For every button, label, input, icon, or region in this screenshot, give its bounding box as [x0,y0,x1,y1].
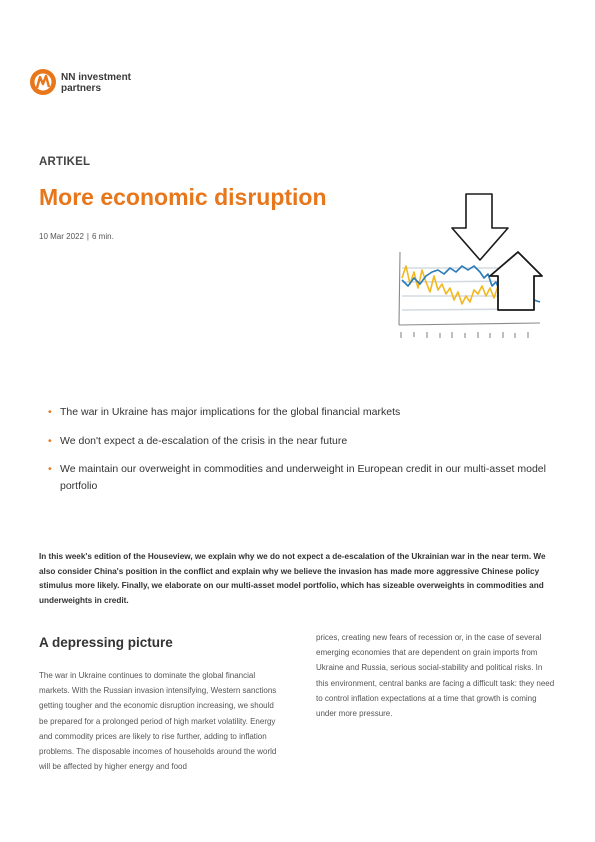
key-point [48,433,548,450]
up-arrow-icon [490,252,542,310]
logo-line-2: partners [61,83,102,94]
bullet-dot-icon: • [48,463,52,475]
article-meta [39,232,114,241]
bullet-dot-icon: • [48,406,52,418]
bullet-dot-icon: • [48,434,52,447]
logo-line-1: NN investment [61,72,132,83]
key-point [48,404,548,421]
intro-paragraph: In this week's edition of the Houseview, we explain why we do not expect a de-escalation of the Ukrainian war in the near term. We also consider China's position in the conflict and explain why we believe the invasion has made more aggressive Chinese policy stimulus more likely. Finally, we elaborate on our multi-asset model portfolio, which has sizeable overweights in commodities and underweights in credit. [39,552,546,606]
key-point-text: The war in Ukraine has major implications for the global financial markets [60,406,401,418]
body-column-left: The war in Ukraine continues to dominate the global financial markets. With the Russian invasion intensifying, Western sanctions getting tougher and the economic disruption increasing, we should be prepared for a prolonged period of high market volatility. Energy and commodity prices are likely to rise further, adding to inflation problems. The disposable incomes of households around the world will be affected by higher energy and food [39,671,277,772]
body-column-right: prices, creating new fears of recession or, in the case of several emerging economies that are dependent on grain imports from Ukraine and Russia, serious social-stability and political risks. In this environment, central banks are facing a difficult task: they need to control inflation expectations at a time that growth is coming under more pressure. [316,633,555,719]
key-points-list [48,404,548,506]
meta-separator: | [86,232,89,241]
article-read-time: 6 min. [92,232,114,241]
nn-logo[interactable] [29,68,139,98]
section-heading: A depressing picture [39,635,173,650]
logo-wordmark [61,72,131,94]
key-point-text: We don't expect a de-escalation of the crisis in the near future [60,434,348,447]
article-date: 10 Mar 2022 [39,232,84,241]
nn-lion-icon [29,68,57,96]
key-point [48,461,548,494]
down-arrow-icon [452,194,508,260]
article-title: More economic disruption [39,184,327,210]
article-kicker: ARTIKEL [39,156,91,168]
market-chart-illustration [394,192,544,344]
key-point-text: We maintain our overweight in commodities and underweight in European credit in our multi-asset model portfolio [60,463,546,492]
